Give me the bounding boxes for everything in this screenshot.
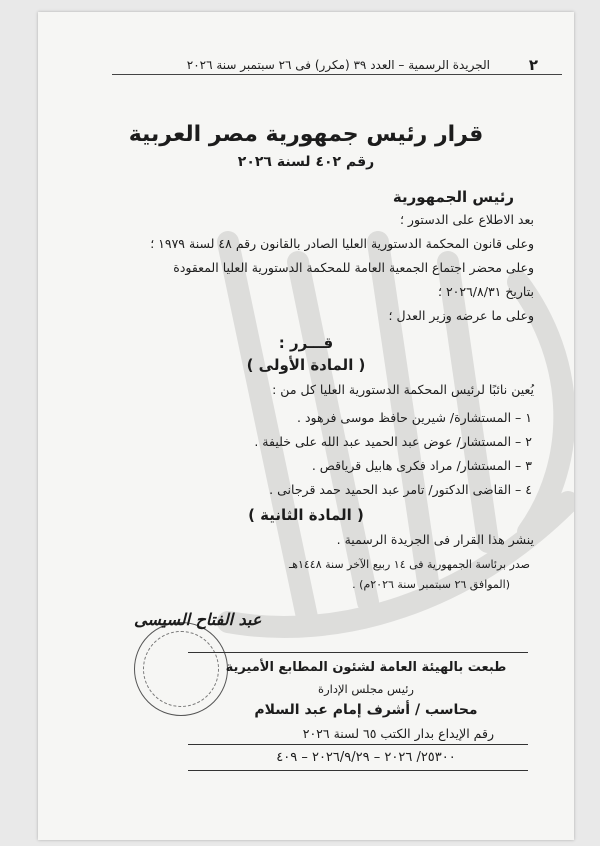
article-1-intro: يُعين نائبًا لرئيس المحكمة الدستورية العليا كل من : <box>272 382 534 397</box>
chairman-name: محاسب / أشرف إمام عبد السلام <box>254 702 478 718</box>
header-rule <box>112 74 562 75</box>
preamble-line: وعلى محضر اجتماع الجمعية العامة للمحكمة الدستورية العليا المعقودة <box>173 260 534 275</box>
president-heading: رئيس الجمهورية <box>392 188 514 206</box>
gazette-page <box>38 12 574 840</box>
preamble-line: بتاريخ ٢٠٢٦/٨/٣١ ؛ <box>438 284 534 299</box>
appointee-item: ٢ – المستشار/ عوض عبد الحميد عبد الله على خليفة . <box>254 434 532 449</box>
footer-rule-top <box>188 652 528 653</box>
issued-date-gregorian: (الموافق ٢٦ سبتمبر سنة ٢٠٢٦م) . <box>352 578 510 591</box>
preamble-line: وعلى قانون المحكمة الدستورية العليا الصادر بالقانون رقم ٤٨ لسنة ١٩٧٩ ؛ <box>150 236 534 251</box>
deposit-number: رقم الإيداع بدار الكتب ٦٥ لسنة ٢٠٢٦ <box>302 726 494 741</box>
decree-number: رقم ٤٠٢ لسنة ٢٠٢٦ <box>237 154 375 170</box>
appointee-item: ١ – المستشارة/ شيرين حافظ موسى فرهود . <box>297 410 532 425</box>
decree-title: قرار رئيس جمهورية مصر العربية <box>128 122 484 147</box>
preamble-line: وعلى ما عرضه وزير العدل ؛ <box>388 308 534 323</box>
preamble-line: بعد الاطلاع على الدستور ؛ <box>399 212 534 227</box>
gazette-header: الجريدة الرسمية – العدد ٣٩ (مكرر) فى ٢٦ سبتمبر سنة ٢٠٢٦ <box>186 58 490 72</box>
page-number: ٢ <box>528 56 538 74</box>
article-1-title: ( المادة الأولى ) <box>246 356 366 374</box>
decided-heading: قـــرر : <box>278 334 334 352</box>
article-2-title: ( المادة الثانية ) <box>248 506 364 524</box>
footer-rule-mid <box>188 744 528 745</box>
appointee-item: ٣ – المستشار/ مراد فكرى هابيل قرياقص . <box>311 458 532 473</box>
president-signature: عبد الفتاح السيسى <box>134 610 262 629</box>
printed-by: طبعت بالهيئة العامة لشئون المطابع الأميرية <box>225 660 507 675</box>
footer-rule-bottom <box>188 770 528 771</box>
chairman-title: رئيس مجلس الإدارة <box>318 682 414 696</box>
article-2-text: ينشر هذا القرار فى الجريدة الرسمية . <box>336 532 534 547</box>
issued-date-hijri: صدر برئاسة الجمهورية فى ١٤ ربيع الآخر سنة ١٤٤٨هـ <box>288 558 530 571</box>
serial-number: ٢٥٣٠٠/ ٢٠٢٦ – ٢٠٢٦/٩/٢٩ – ٤٠٩ <box>276 750 456 765</box>
appointee-item: ٤ – القاضى الدكتور/ تامر عبد الحميد حمد قرجانى . <box>269 482 532 497</box>
